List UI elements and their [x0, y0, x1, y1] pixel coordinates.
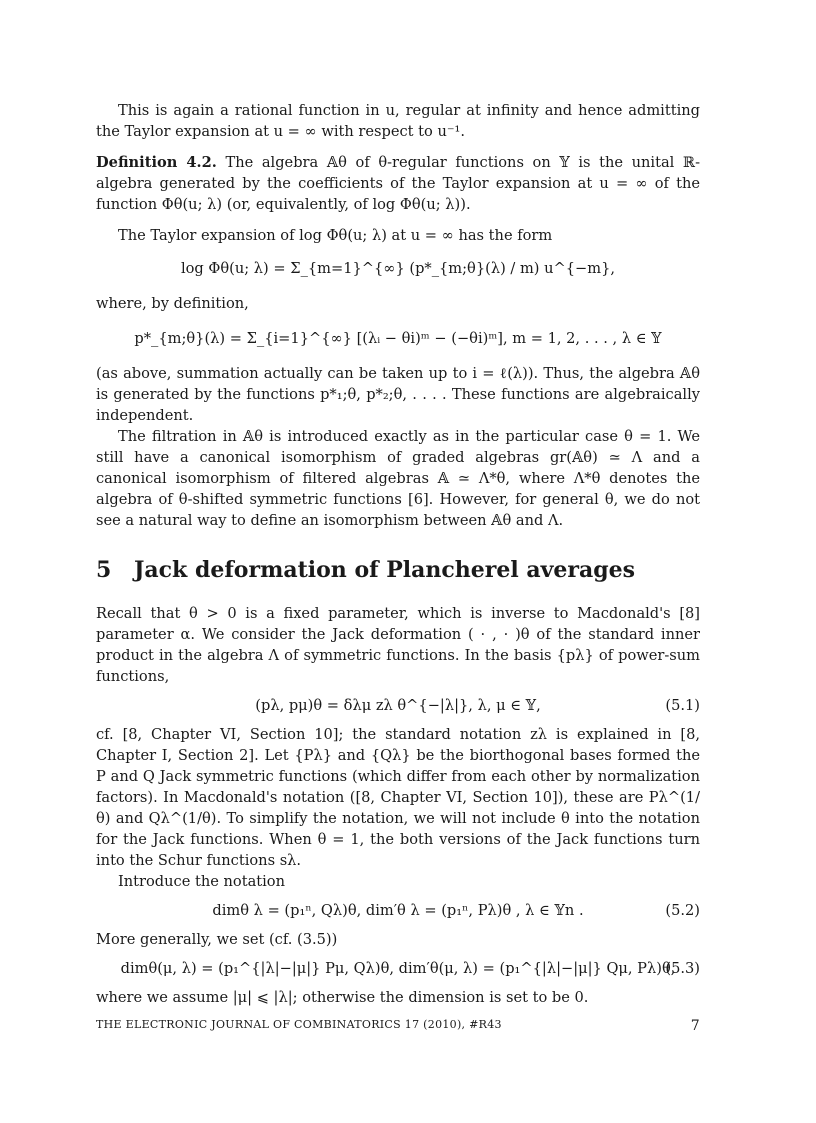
equation-text: p*_{m;θ}(λ) = Σ_{i=1}^{∞} [(λᵢ − θi)ᵐ − (−θi)ᵐ], m = 1, 2, . . . , λ ∈ 𝕐 — [134, 330, 662, 347]
equation-log-phi — [96, 258, 700, 279]
paragraph: cf. [8, Chapter VI, Section 10]; the standard notation zλ is explained in [8, Chapter I, Section 2]. Let {Pλ} and {Qλ} be the biorthogonal bases formed the P and Q Jack symmetric functions (which differ from each other by normalization factors). In Macdonald's notation ([8, Chapter VI, Section 10]), these are Pλ^(1/θ) and Qλ^(1/θ). To simplify the notation, we will not include θ into the notation for the Jack functions. When θ = 1, the both versions of the Jack functions turn into the Schur functions sλ. — [96, 726, 700, 869]
equation-text: dimθ(μ, λ) = (p₁^{|λ|−|μ|} Pμ, Qλ)θ, dim′θ(μ, λ) = (p₁^{|λ|−|μ|} Qμ, Pλ)θ, — [120, 960, 676, 977]
equation-5-1 — [96, 695, 700, 716]
paragraph: The Taylor expansion of log Φθ(u; λ) at u = ∞ has the form — [118, 227, 553, 244]
paragraph: Recall that θ > 0 is a fixed parameter, which is inverse to Macdonald's [8] parameter α. We consider the Jack deformation ( · , · )θ of the standard inner product in the algebra Λ of symmetric functions. In the basis {pλ} of power-sum functions, — [96, 605, 700, 685]
paragraph: Introduce the notation — [118, 873, 285, 890]
equation-5-2 — [96, 900, 700, 921]
paragraph: where, by definition, — [96, 295, 249, 312]
paragraph: (as above, summation actually can be taken up to i = ℓ(λ)). Thus, the algebra 𝔸θ is generated by the functions p*₁;θ, p*₂;θ, . . . . These functions are algebraically independent. — [96, 365, 700, 424]
paragraph: This is again a rational function in u, regular at infinity and hence admitting the Taylor expansion at u = ∞ with respect to u⁻¹. — [96, 102, 700, 140]
paragraph: The filtration in 𝔸θ is introduced exactly as in the particular case θ = 1. We still have a canonical isomorphism of graded algebras gr(𝔸θ) ≃ Λ and a canonical isomorphism of filtered algebras 𝔸 ≃ Λ*θ, where Λ*θ denotes the algebra of θ-shifted symmetric functions [6]. However, for general θ, we do not see a natural way to define an isomorphism between 𝔸θ and Λ. — [96, 428, 700, 529]
journal-citation: THE ELECTRONIC JOURNAL OF COMBINATORICS 17 (2010), #R43 — [96, 1018, 502, 1031]
equation-text: (pλ, pμ)θ = δλμ zλ θ^{−|λ|}, λ, μ ∈ 𝕐, — [255, 697, 541, 714]
definition-4-2 — [96, 152, 700, 215]
equation-5-3 — [96, 958, 700, 979]
paragraph: More generally, we set (cf. (3.5)) — [96, 931, 338, 948]
section-title: Jack deformation of Plancherel averages — [134, 557, 636, 583]
equation-text: log Φθ(u; λ) = Σ_{m=1}^{∞} (p*_{m;θ}(λ) / m) u^{−m}, — [180, 260, 616, 277]
definition-text: The algebra 𝔸θ of θ-regular functions on 𝕐 is the unital ℝ-algebra generated by the coefficients of the Taylor expansion at u = ∞ of the function Φθ(u; λ) (or, equivalently, of log Φθ(u; λ)). — [96, 154, 700, 213]
section-number: 5 — [96, 557, 112, 583]
equation-p-star — [96, 328, 700, 349]
page-number: 7 — [690, 1018, 700, 1034]
equation-number: (5.2) — [665, 902, 700, 919]
equation-number: (5.3) — [665, 960, 700, 977]
equation-text: dimθ λ = (p₁ⁿ, Qλ)θ, dim′θ λ = (p₁ⁿ, Pλ)θ , λ ∈ 𝕐n . — [212, 902, 584, 919]
definition-label: Definition 4.2. — [96, 154, 217, 171]
paragraph: where we assume |μ| ⩽ |λ|; otherwise the dimension is set to be 0. — [96, 989, 589, 1006]
page-footer — [96, 1018, 700, 1034]
page-body — [96, 100, 700, 1008]
section-heading — [96, 557, 700, 583]
equation-number: (5.1) — [665, 697, 700, 714]
